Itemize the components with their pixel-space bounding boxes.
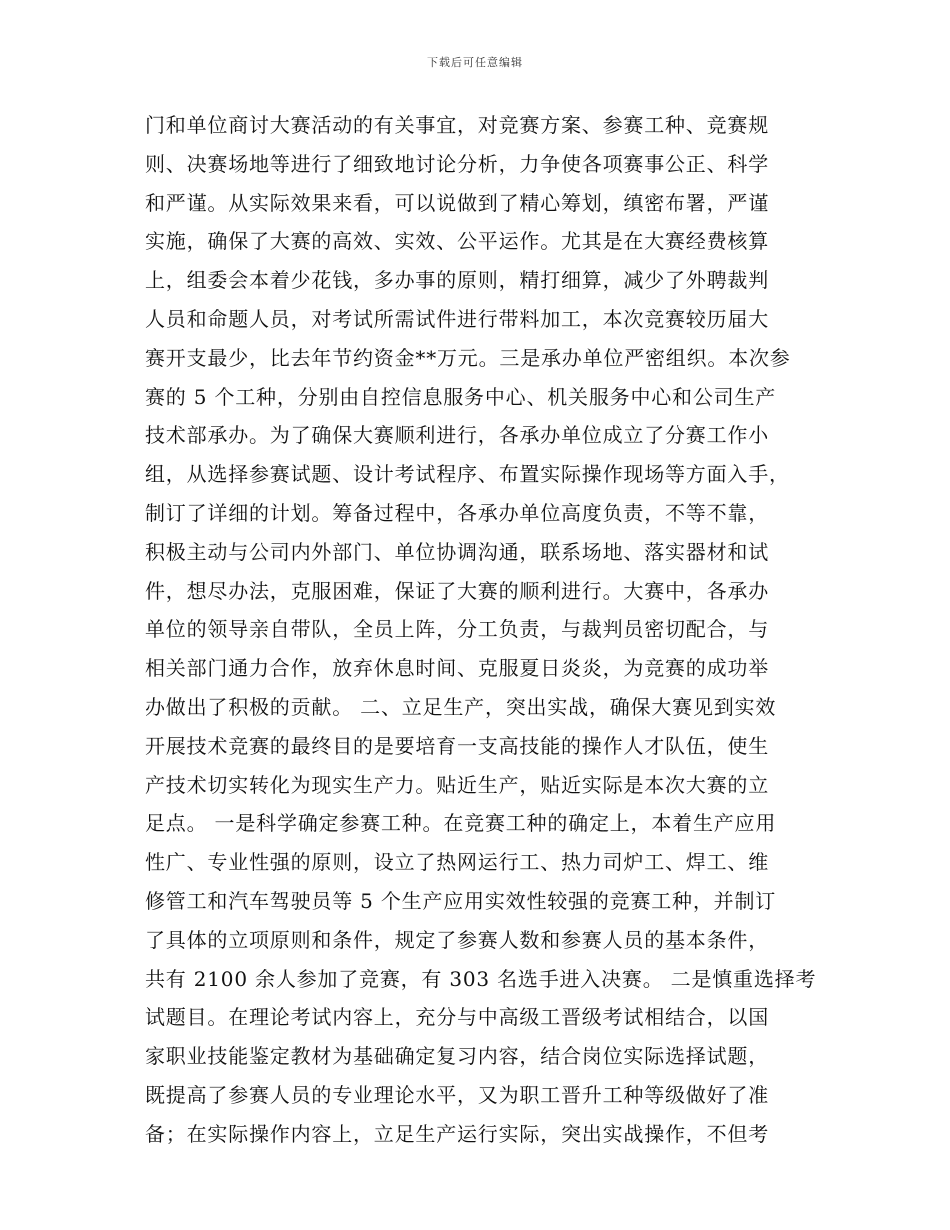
text-line: 组，从选择参赛试题、设计考试程序、布置实际操作现场等方面入手， [145,462,790,487]
text-line: 共有 2100 余人参加了竞赛，有 303 名选手进入决赛。 二是慎重选择考 [145,966,817,991]
text-line: 积极主动与公司内外部门、单位协调沟通，联系场地、落实器材和试 [145,539,769,564]
text-line: 则、决赛场地等进行了细致地讨论分析，力争使各项赛事公正、科学 [145,151,769,176]
text-line: 相关部门通力合作，放弃休息时间、克服夏日炎炎，为竞赛的成功举 [145,656,769,681]
text-line: 和严谨。从实际效果来看，可以说做到了精心筹划，缜密布署，严谨 [145,190,769,215]
text-line: 赛开支最少，比去年节约资金**万元。三是承办单位严密组织。本次参 [145,345,791,370]
text-line: 性广、专业性强的原则，设立了热网运行工、热力司炉工、焊工、维 [145,850,769,875]
text-line: 足点。 一是科学确定参赛工种。在竞赛工种的确定上，本着生产应用 [145,811,777,836]
page-header: 下载后可任意编辑 [427,56,523,69]
text-line: 门和单位商讨大赛活动的有关事宜，对竞赛方案、参赛工种、竞赛规 [145,113,769,137]
text-line: 制订了详细的计划。筹备过程中，各承办单位高度负责，不等不靠， [145,500,769,525]
text-line: 备；在实际操作内容上，立足生产运行实际，突出实战操作，不但考 [145,1121,769,1146]
text-line: 开展技术竞赛的最终目的是要培育一支高技能的操作人才队伍，使生 [145,733,769,758]
document-body [145,106,815,1154]
text-line: 产技术切实转化为现实生产力。贴近生产，贴近实际是本次大赛的立 [145,772,769,797]
text-line: 试题目。在理论考试内容上，充分与中高级工晋级考试相结合，以国 [145,1005,769,1030]
text-line: 件，想尽办法，克服困难，保证了大赛的顺利进行。大赛中，各承办 [145,578,769,603]
text-line: 修管工和汽车驾驶员等 5 个生产应用实效性较强的竞赛工种，并制订 [145,888,777,913]
text-line: 单位的领导亲自带队，全员上阵，分工负责，与裁判员密切配合，与 [145,617,769,642]
text-line: 技术部承办。为了确保大赛顺利进行，各承办单位成立了分赛工作小 [145,423,769,448]
text-line: 上，组委会本着少花钱，多办事的原则，精打细算，减少了外聘裁判 [145,268,769,293]
text-line: 办做出了积极的贡献。 二、立足生产，突出实战，确保大赛见到实效 [145,694,777,719]
text-line: 了具体的立项原则和条件，规定了参赛人数和参赛人员的基本条件， [145,927,769,952]
text-line: 赛的 5 个工种，分别由自控信息服务中心、机关服务中心和公司生产 [145,384,777,409]
text-line: 家职业技能鉴定教材为基础确定复习内容，结合岗位实际选择试题， [145,1044,769,1069]
text-line: 既提高了参赛人员的专业理论水平，又为职工晋升工种等级做好了准 [145,1082,769,1107]
text-line: 人员和命题人员，对考试所需试件进行带料加工，本次竞赛较历届大 [145,306,769,331]
text-line: 实施，确保了大赛的高效、实效、公平运作。尤其是在大赛经费核算 [145,229,769,254]
